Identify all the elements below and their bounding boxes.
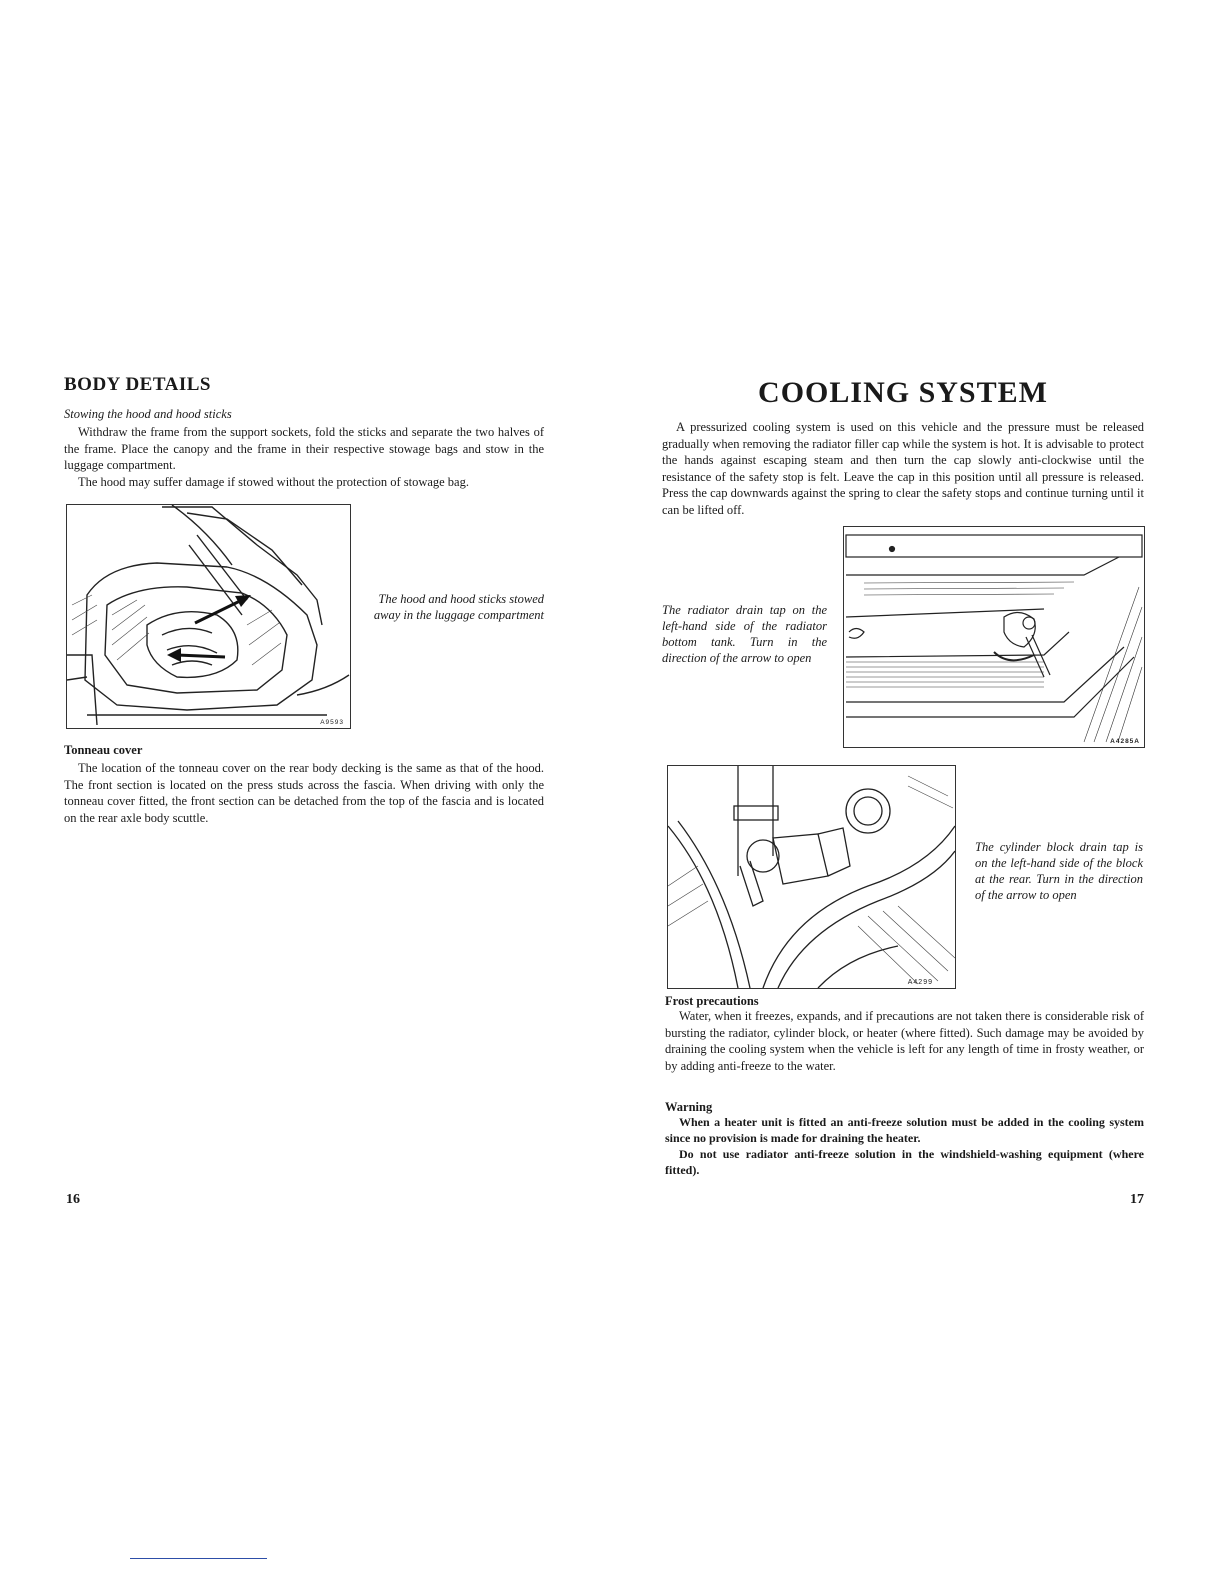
tonneau-title: Tonneau cover bbox=[64, 743, 143, 757]
hood-figure-id: A9593 bbox=[320, 719, 344, 726]
cooling-intro bbox=[662, 419, 1144, 518]
cylinder-figure-id: A4299 bbox=[907, 979, 933, 986]
hood-stowage-figure bbox=[66, 504, 351, 729]
radiator-drain-figure bbox=[843, 526, 1145, 748]
right-section-title: COOLING SYSTEM bbox=[758, 376, 1048, 409]
warning-line-2: Do not use radiator anti-freeze solution in the windshield-washing equipment (where fitted). bbox=[665, 1147, 1144, 1177]
frost-title: Frost precautions bbox=[665, 994, 759, 1008]
warning-line-1: When a heater unit is fitted an anti-freeze solution must be added in the cooling system since no provision is made for draining the heater. bbox=[665, 1115, 1144, 1145]
tonneau-paragraph: The location of the tonneau cover on the rear body decking is the same as that of the hood. The front section is located on the press studs across the fascia. When driving with only the tonneau cover fitted, the front section can be detached from the top of the fascia and is located on the rear axle body scuttle. bbox=[64, 761, 544, 825]
hood-figure-caption: The hood and hood sticks stowed away in the luggage compartment bbox=[373, 592, 544, 622]
left-subsection-title: Stowing the hood and hood sticks bbox=[64, 407, 232, 421]
frost-paragraph: Water, when it freezes, expands, and if precautions are not taken there is considerable risk of bursting the radiator, cylinder block, or heater (where fitted). Such damage may be avoided by draining the cooling system when the vehicle is left for any length of time in frosty weather, or by adding anti-freeze to the water. bbox=[665, 1009, 1144, 1073]
bottom-link-underline bbox=[130, 1558, 267, 1559]
arrow-lower bbox=[177, 655, 225, 657]
cooling-intro-paragraph: A pressurized cooling system is used on this vehicle and the pressure must be released gradually when removing the radiator filler cap while the system is hot. It is advisable to protect the hands against escaping steam and then turn the cap slowly anti-clockwise until the resistance of the safety stop is felt. Leave the cap in this position until all pressure is released. Press the cap downwards against the spring to clear the safety stops and continue turning until it can be lifted off. bbox=[662, 420, 1144, 517]
cylinder-figure-caption: The cylinder block drain tap is on the left-hand side of the block at the rear. Turn in the direction of the arrow to open bbox=[975, 840, 1143, 902]
radiator-figure-caption: The radiator drain tap on the left-hand side of the radiator bottom tank. Turn in the direction of the arrow to open bbox=[662, 603, 827, 665]
radiator-drain-illustration bbox=[844, 527, 1144, 747]
left-page-number: 16 bbox=[66, 1192, 80, 1207]
right-page-number: 17 bbox=[1130, 1192, 1144, 1207]
cylinder-block-figure bbox=[667, 765, 956, 989]
arrow-upper bbox=[195, 600, 242, 623]
tonneau-body bbox=[64, 760, 544, 826]
left-paragraph-2: The hood may suffer damage if stowed without the protection of stowage bag. bbox=[78, 474, 469, 489]
warning-title: Warning bbox=[665, 1100, 713, 1114]
left-body-text bbox=[64, 424, 544, 490]
left-section-title: BODY DETAILS bbox=[64, 374, 211, 395]
hood-stowage-illustration bbox=[67, 505, 350, 728]
radiator-figure-id: A4285A bbox=[1110, 738, 1140, 745]
cylinder-block-illustration bbox=[668, 766, 955, 988]
left-paragraph-1: Withdraw the frame from the support sockets, fold the sticks and separate the two halves of the frame. Place the canopy and the frame in their respective stowage bags and stow in the luggage compartment. bbox=[64, 425, 544, 472]
warning-body bbox=[665, 1114, 1144, 1178]
frost-body bbox=[665, 1008, 1144, 1074]
